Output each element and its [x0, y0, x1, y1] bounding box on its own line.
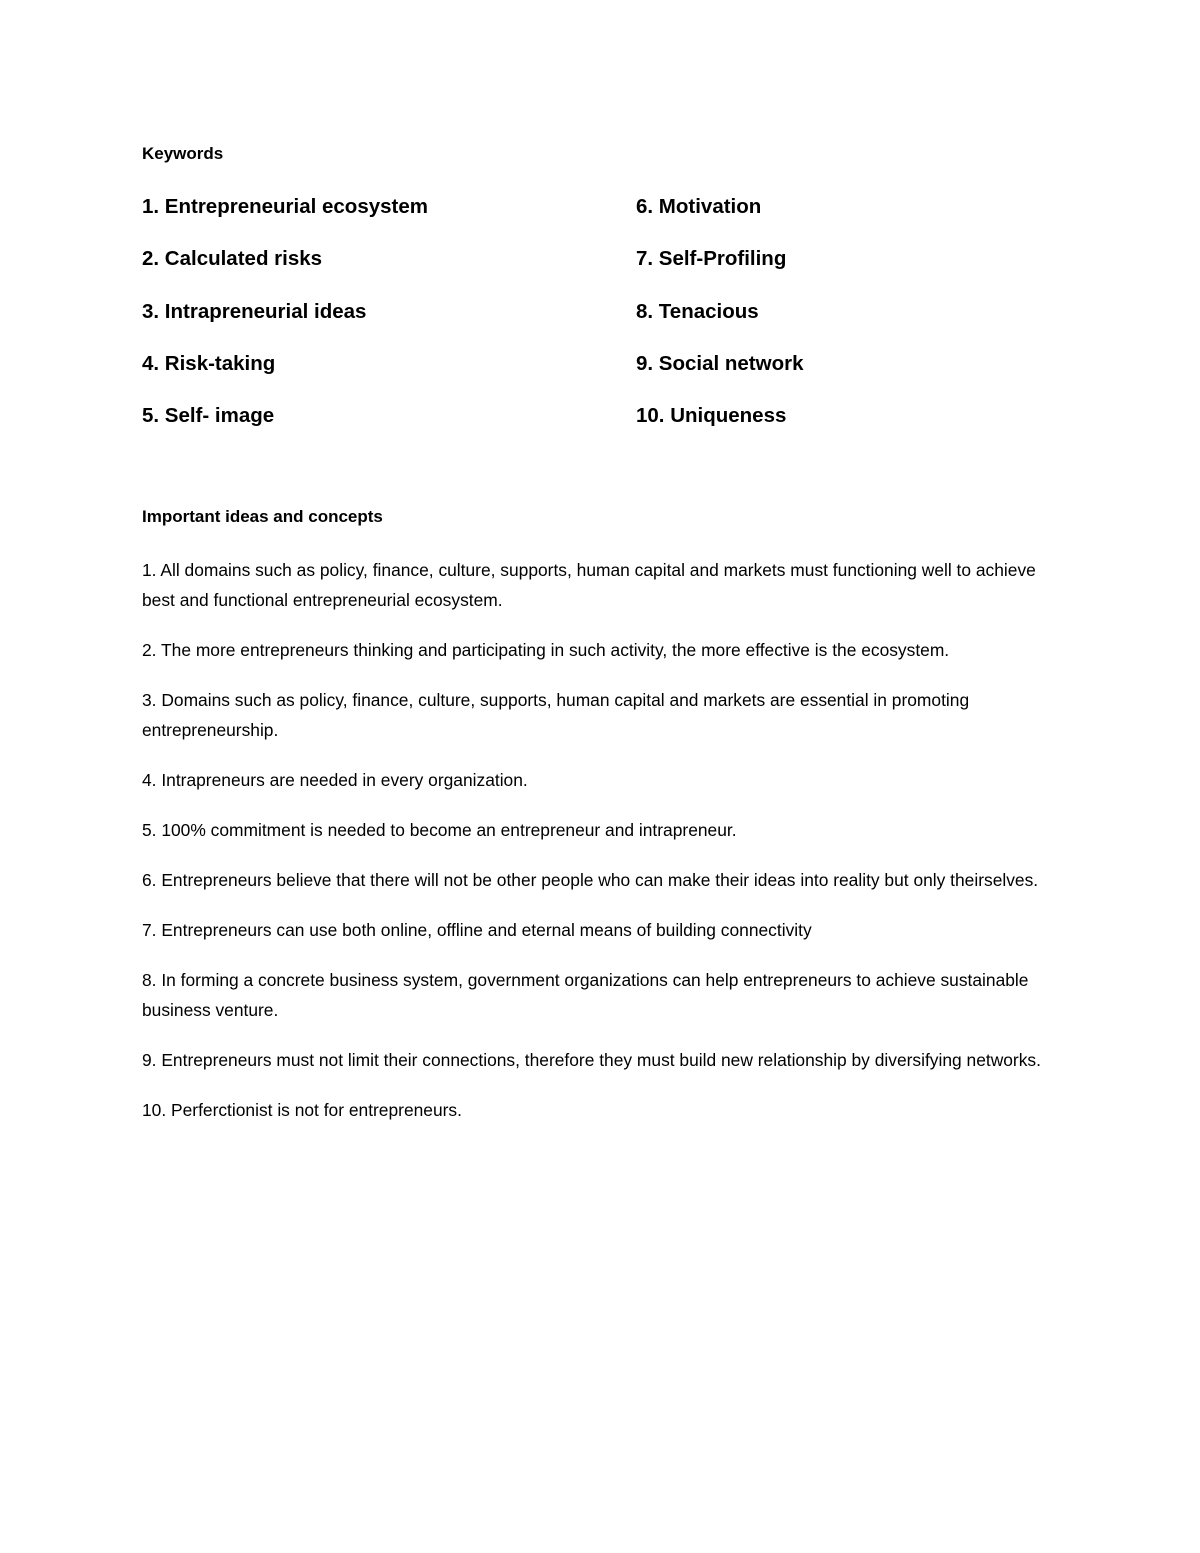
- keyword-item: 8. Tenacious: [636, 299, 759, 323]
- keywords-heading: Keywords: [142, 144, 224, 163]
- idea-item: 6. Entrepreneurs believe that there will not be other people who can make their ideas into reality but only theirselves.: [142, 869, 1039, 890]
- keyword-item: 1. Entrepreneurial ecosystem: [142, 195, 428, 218]
- idea-item: 7. Entrepreneurs can use both online, offline and eternal means of building connectivity: [142, 919, 812, 940]
- idea-item: 9. Entrepreneurs must not limit their connections, therefore they must build new relationship by diversifying networks.: [142, 1049, 1041, 1070]
- idea-item: 3. Domains such as policy, finance, culture, supports, human capital and markets are essential in promoting entrepreneurship.: [142, 689, 970, 741]
- keyword-item: 2. Calculated risks: [142, 247, 323, 271]
- idea-item: 2. The more entrepreneurs thinking and participating in such activity, the more effective is the ecosystem.: [142, 640, 950, 661]
- ideas-list: [142, 555, 1052, 1145]
- idea-item: 1. All domains such as policy, finance, culture, supports, human capital and markets must functioning well to achieve best and functional entrepreneurial ecosystem.: [142, 560, 1036, 611]
- ideas-heading: Important ideas and concepts: [142, 507, 383, 526]
- idea-item: 10. Perferctionist is not for entrepreneurs.: [142, 1099, 462, 1120]
- keyword-item: 5. Self- image: [142, 404, 275, 428]
- idea-item: 4. Intrapreneurs are needed in every organization.: [142, 770, 528, 791]
- keyword-item: 7. Self-Profiling: [636, 247, 787, 271]
- keyword-item: 4. Risk-taking: [142, 351, 276, 375]
- keyword-item: 9. Social network: [636, 351, 804, 375]
- keyword-item: 10. Uniqueness: [636, 404, 787, 428]
- keyword-item: 6. Motivation: [636, 195, 762, 218]
- idea-item: 8. In forming a concrete business system, government organizations can help entrepreneurs to achieve sustainable business venture.: [142, 969, 1029, 1020]
- keyword-item: 3. Intrapreneurial ideas: [142, 299, 367, 323]
- keywords-list-left: [142, 193, 428, 454]
- idea-item: 5. 100% commitment is needed to become an entrepreneur and intrapreneur.: [142, 819, 737, 840]
- keywords-list-right: [636, 193, 803, 454]
